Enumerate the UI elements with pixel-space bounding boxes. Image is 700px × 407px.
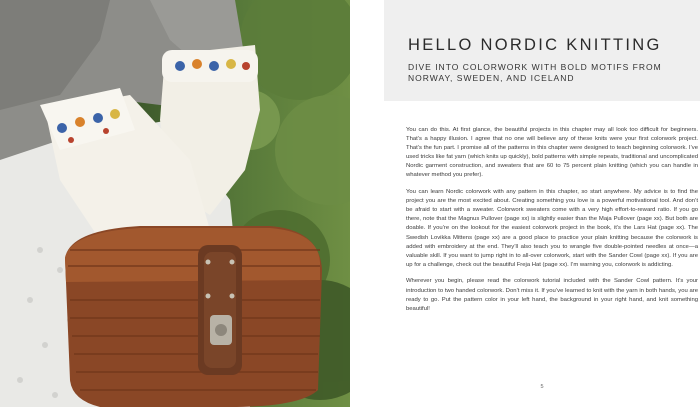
text-page: [384, 0, 700, 407]
body-text: [406, 126, 698, 321]
page-number: 5: [540, 384, 544, 390]
wicker-basket: [65, 226, 322, 407]
chapter-subtitle: DIVE INTO COLORWORK WITH BOLD MOTIFS FROM NORWAY, SWEDEN, AND ICELAND: [408, 62, 662, 83]
paragraph: You can do this. At first glance, the beautiful projects in this chapter may all look too difficult for beginners. That’s a happy illusion. I agree that no one will believe any of these knits were your first colorwork project. That’s the fun part. I promise all of the patterns in this chapter were designed to teach beginning colorwork. I’ve used tricks like fat yarn (which knits up quickly), bold patterns with simple repeats, traditional and uncomplicated Nordic garment construction, and sweaters that are 60 to 75 percent plain knitting (which you can handle in whatever method you prefer).: [406, 127, 698, 179]
paragraph: Wherever you begin, please read the colorwork tutorial included with the Sander Cowl pattern. It’s your introduction to two handed colorwork. Don’t miss it. If you’ve learned to knit with the yarn in both hands, you are ready to go. Put the pattern color in your left hand, the background in your right hand, and knit something beautiful!: [406, 278, 698, 312]
header-band: [384, 0, 700, 101]
chapter-title: HELLO NORDIC KNITTING: [408, 36, 662, 54]
paragraph: You can learn Nordic colorwork with any pattern in this chapter, so start anywhere. My advice is to find the project you are the most excited about. Creating something you love is a powerful motivational tool. And don’t be afraid to start with a sweater. Colorwork sweaters come with a very high effort-to-reward ratio. If you go there, note that the Magnus Pullover (page xx) is slightly easier than the Maja Pullover (page xx). But both are doable. If you’re on the lookout for the easiest colorwork project in the book, it’s the Lars Hat (page xx). The Swedish Lovikka Mittens (page xx) are a good place to practice your plain knitting because the colorwork is added with embroidery at the end. They’ll also teach you to wrangle five double-pointed needles at once—a valuable skill. If you want to jump right in to all-over colorwork, start with the Sander Cowl (page xx). If you are up for a challenge, check out the beautiful Freja Hat (page xx). I’m warning you, colorwork is addicting.: [406, 189, 698, 268]
